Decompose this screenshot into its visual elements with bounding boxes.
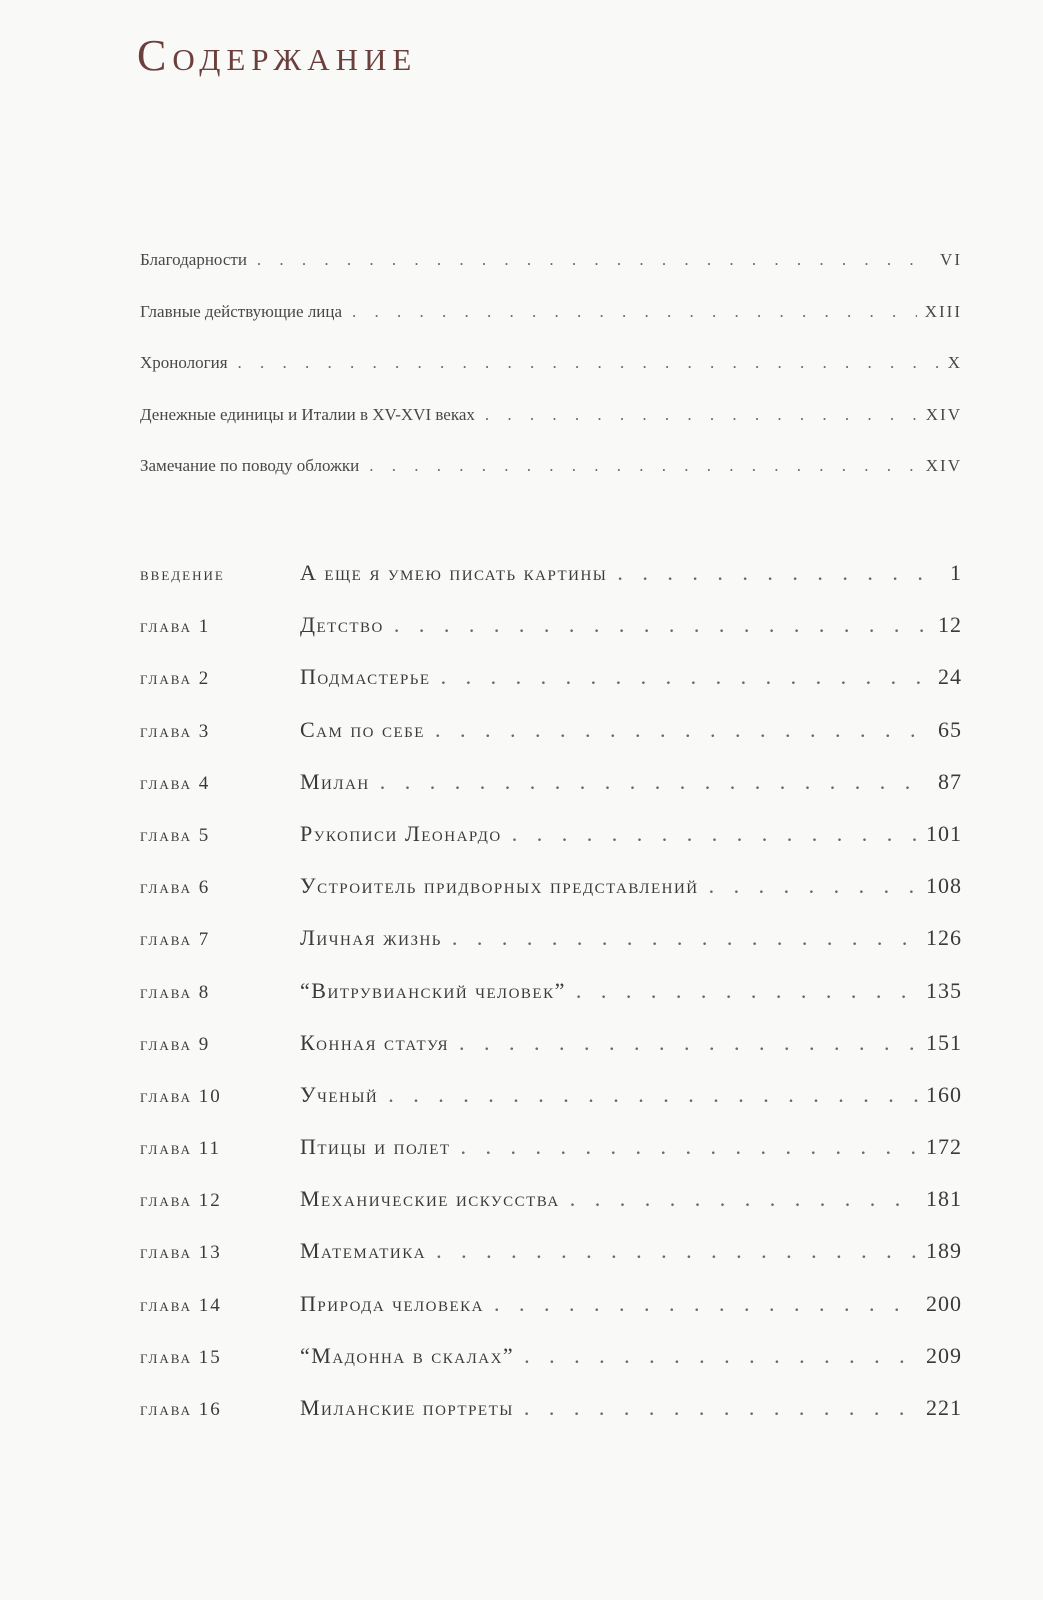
dot-leader — [524, 1395, 918, 1421]
entry-page: XIV — [925, 456, 962, 475]
chapter-page: 181 — [926, 1186, 962, 1212]
entry-page: XIV — [925, 404, 962, 424]
entry-title: Главные действующие лица — [140, 301, 343, 321]
chapter-page: 12 — [938, 612, 962, 638]
dot-leader — [709, 873, 918, 899]
chapter-title: Личная жизнь — [300, 925, 442, 951]
entry-title: Денежные единицы и Италии в XV-XVI веках — [140, 404, 475, 424]
dot-leader — [576, 978, 918, 1004]
chapter-label: глава 11 — [140, 1138, 222, 1160]
chapter-page: 151 — [926, 1029, 962, 1055]
chapter-entry[interactable] — [140, 821, 962, 873]
chapter-page: 209 — [926, 1342, 962, 1368]
dot-leader — [512, 821, 918, 847]
dot-leader — [435, 717, 930, 743]
entry-page: VI — [940, 250, 962, 269]
chapter-page: 221 — [926, 1395, 962, 1420]
chapter-title: Детство — [300, 612, 384, 638]
front-matter-list — [140, 250, 962, 508]
chapter-label: глава 6 — [140, 877, 211, 899]
entry-title: Хронология — [140, 353, 228, 372]
chapter-page: 160 — [926, 1081, 962, 1107]
chapter-title: Устроитель придворных представлений — [300, 873, 699, 899]
dot-leader — [436, 1238, 918, 1264]
chapter-label: введение — [140, 564, 225, 585]
chapter-page: 24 — [938, 664, 962, 690]
dot-leader — [459, 1030, 918, 1056]
toc-entry[interactable] — [140, 353, 962, 405]
dot-leader — [441, 664, 930, 690]
chapter-page: 172 — [926, 1134, 962, 1160]
chapter-title: Механические искусства — [300, 1186, 560, 1212]
chapter-label: глава 14 — [140, 1294, 222, 1316]
chapter-entry[interactable] — [140, 769, 962, 821]
chapter-entry[interactable] — [140, 1395, 962, 1447]
chapter-title: Природа человека — [300, 1290, 484, 1316]
entry-page: X — [947, 353, 962, 372]
dot-leader — [617, 560, 942, 586]
chapter-label: глава 15 — [140, 1346, 222, 1368]
toc-entry[interactable] — [140, 302, 962, 354]
chapter-title: Миланские портреты — [300, 1395, 514, 1420]
chapter-page: 108 — [926, 873, 962, 899]
chapter-title: Конная статуя — [300, 1029, 450, 1055]
chapter-label: глава 9 — [140, 1033, 211, 1055]
chapter-page: 189 — [926, 1238, 962, 1264]
dot-leader — [257, 250, 932, 270]
dot-leader — [461, 1134, 918, 1160]
toc-entry[interactable] — [140, 456, 962, 508]
chapter-title: Рукописи Леонардо — [300, 820, 502, 846]
dot-leader — [369, 456, 918, 476]
toc-entry[interactable] — [140, 405, 962, 457]
dot-leader — [380, 769, 930, 795]
chapter-title: Математика — [300, 1238, 427, 1264]
chapter-label: глава 1 — [140, 616, 211, 638]
chapter-entry[interactable] — [140, 1291, 962, 1343]
chapter-entry[interactable] — [140, 560, 962, 612]
chapter-page: 101 — [926, 820, 962, 846]
chapter-label: глава 8 — [140, 981, 211, 1003]
chapter-title: Милан — [300, 768, 370, 794]
chapter-label: глава 13 — [140, 1242, 222, 1264]
chapter-entry[interactable] — [140, 1186, 962, 1238]
chapter-title: А еще я умею писать картины — [300, 560, 608, 585]
chapter-entry[interactable] — [140, 717, 962, 769]
dot-leader — [524, 1343, 918, 1369]
entry-title: Благодарности — [140, 250, 247, 269]
chapter-page: 65 — [938, 716, 962, 742]
chapter-page: 87 — [938, 768, 962, 794]
chapter-title: “Витрувианский человек” — [300, 977, 566, 1003]
chapter-title: “Мадонна в скалах” — [300, 1342, 515, 1368]
chapter-page: 200 — [926, 1290, 962, 1316]
entry-title: Замечание по поводу обложки — [140, 456, 360, 475]
chapter-entry[interactable] — [140, 925, 962, 977]
chapter-title: Сам по себе — [300, 716, 425, 742]
chapter-label: глава 10 — [140, 1085, 222, 1107]
page-title: Содержание — [137, 31, 418, 80]
toc-entry[interactable] — [140, 250, 962, 302]
dot-leader — [394, 612, 930, 638]
chapter-label: глава 4 — [140, 772, 211, 794]
chapter-title: Ученый — [300, 1081, 379, 1107]
dot-leader — [388, 1082, 918, 1108]
dot-leader — [494, 1291, 918, 1317]
chapter-entry[interactable] — [140, 664, 962, 716]
chapter-entry[interactable] — [140, 1134, 962, 1186]
chapter-entry[interactable] — [140, 873, 962, 925]
chapter-page: 135 — [926, 977, 962, 1003]
chapter-label: глава 7 — [140, 929, 211, 951]
chapter-list — [140, 560, 962, 1447]
chapter-page: 1 — [950, 560, 962, 585]
chapter-label: глава 16 — [140, 1399, 222, 1420]
dot-leader — [485, 405, 918, 425]
chapter-entry[interactable] — [140, 1343, 962, 1395]
chapter-page: 126 — [926, 925, 962, 951]
chapter-entry[interactable] — [140, 1238, 962, 1290]
chapter-label: глава 2 — [140, 668, 211, 690]
chapter-label: глава 12 — [140, 1190, 222, 1212]
dot-leader — [452, 925, 918, 951]
entry-page: XIII — [924, 301, 962, 321]
chapter-entry[interactable] — [140, 612, 962, 664]
chapter-entry[interactable] — [140, 978, 962, 1030]
chapter-label: глава 3 — [140, 720, 211, 742]
dot-leader — [238, 353, 940, 373]
chapter-title: Птицы и полет — [300, 1134, 451, 1160]
chapter-title: Подмастерье — [300, 664, 431, 690]
dot-leader — [352, 302, 917, 322]
chapter-entry[interactable] — [140, 1030, 962, 1082]
chapter-entry[interactable] — [140, 1082, 962, 1134]
dot-leader — [570, 1186, 918, 1212]
chapter-label: глава 5 — [140, 824, 211, 846]
